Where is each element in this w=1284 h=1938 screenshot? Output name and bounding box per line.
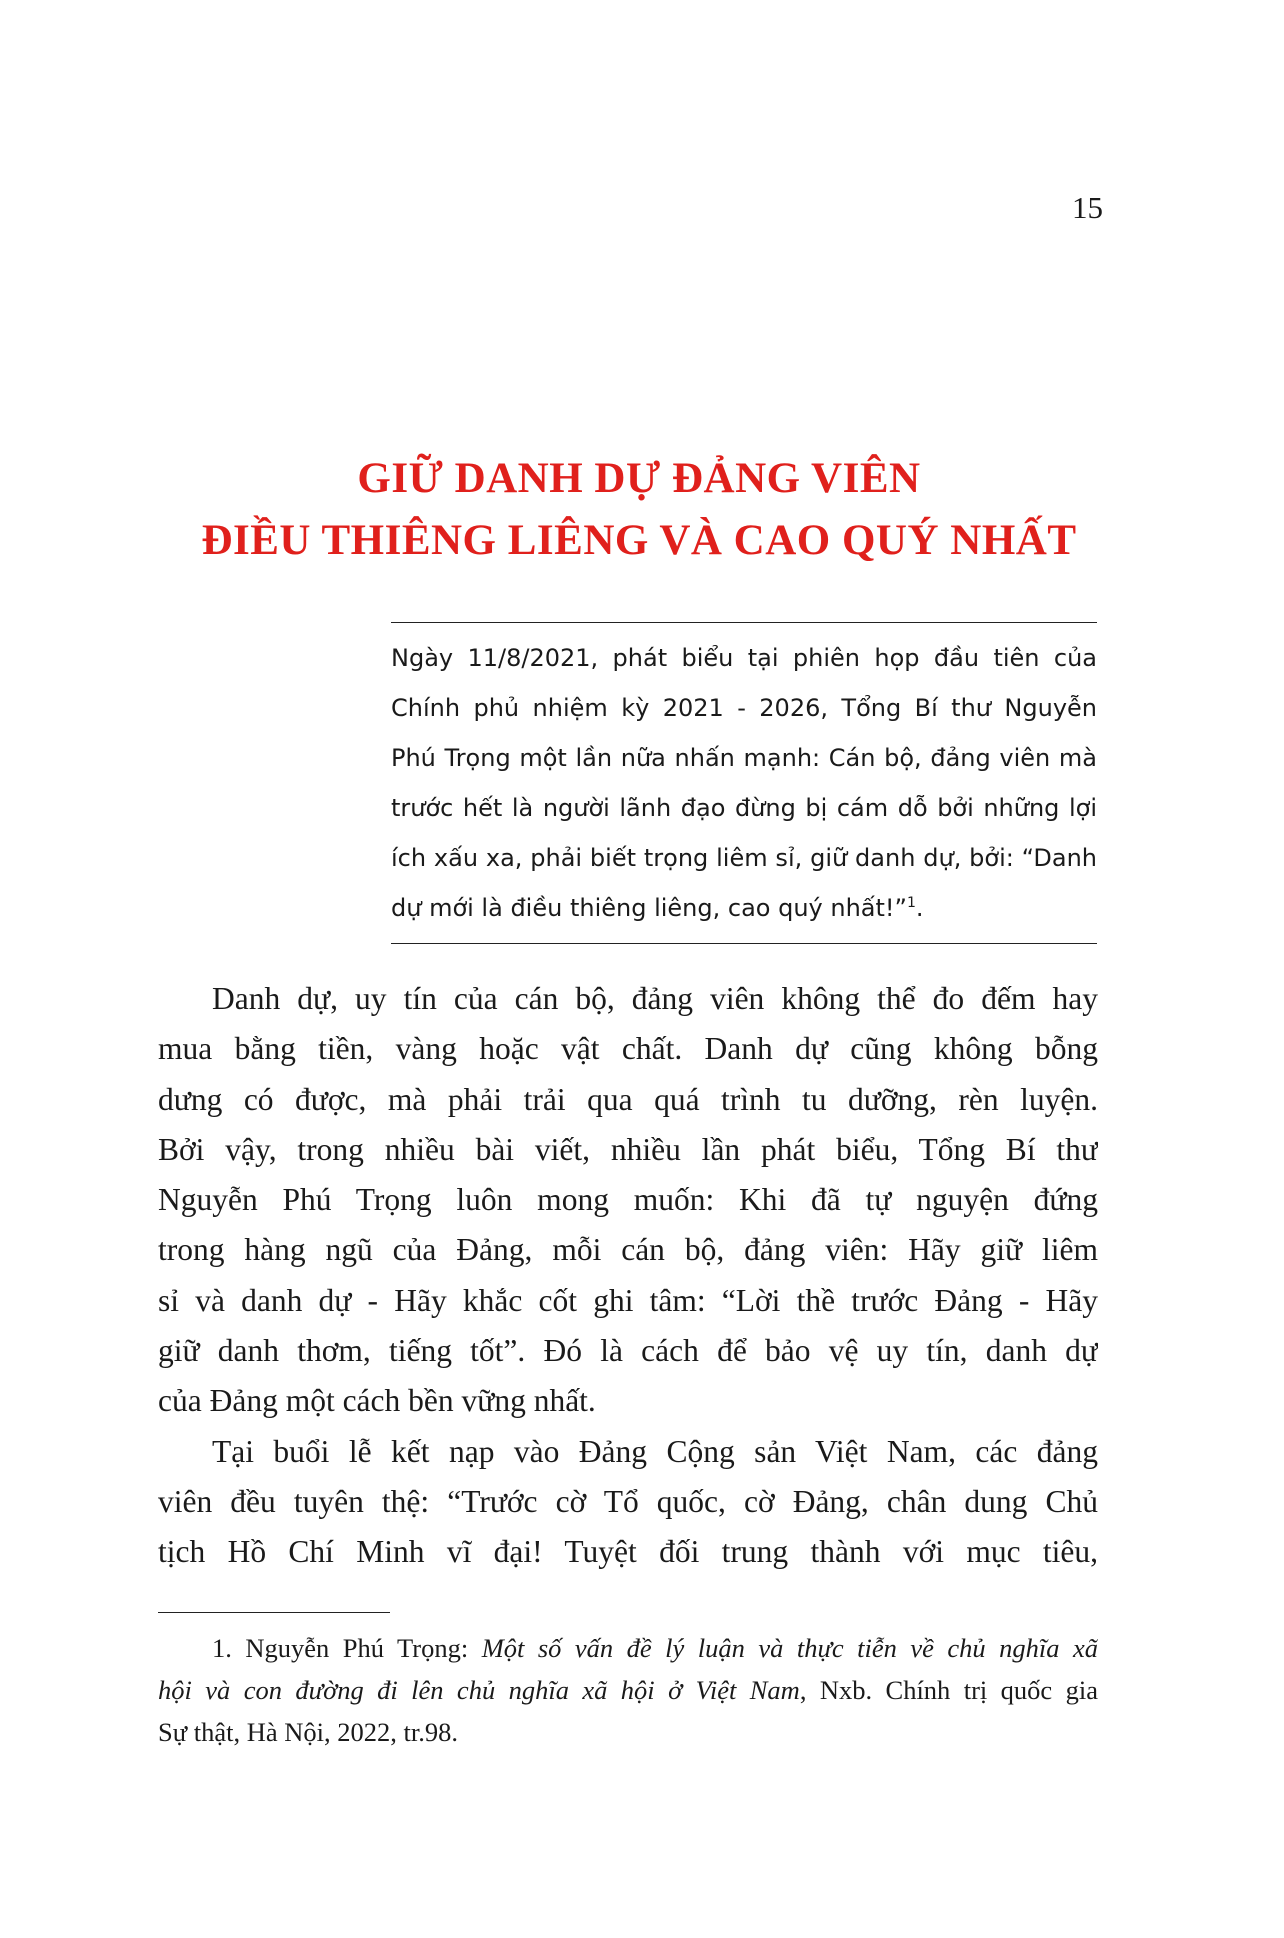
epigraph-line: Phú Trọng một lần nữa nhấn mạnh: Cán bộ, đảng viên mà [391, 744, 1097, 772]
paragraph-line: mua bằng tiền, vàng hoặc vật chất. Danh dự cũng không bỗng [158, 1031, 1098, 1067]
paragraph-line: dưng có được, mà phải trải qua quá trình tu dưỡng, rèn luyện. [158, 1081, 1098, 1117]
epigraph-line: Chính phủ nhiệm kỳ 2021 - 2026, Tổng Bí thư Nguyễn [391, 694, 1097, 722]
paragraph-line: sỉ và danh dự - Hãy khắc cốt ghi tâm: “Lời thề trước Đảng - Hãy [158, 1282, 1098, 1318]
footnote-number: 1. [212, 1633, 246, 1663]
paragraph-line: Nguyễn Phú Trọng luôn mong muốn: Khi đã tự nguyện đứng [158, 1182, 1098, 1218]
chapter-title-line-2: ĐIỀU THIÊNG LIÊNG VÀ CAO QUÝ NHẤT [201, 517, 1077, 564]
chapter-title-line-1: GIỮ DANH DỰ ĐẢNG VIÊN [357, 455, 921, 502]
paragraph-line: viên đều tuyên thệ: “Trước cờ Tổ quốc, cờ Đảng, chân dung Chủ [158, 1483, 1098, 1519]
footnote-title: Một số vấn đề lý luận và thực tiễn về chủ nghĩa xã [481, 1633, 1098, 1663]
paragraph-line: Tại buổi lễ kết nạp vào Đảng Cộng sản Việt Nam, các đảng [212, 1433, 1098, 1469]
paragraph-line: Bởi vậy, trong nhiều bài viết, nhiều lần phát biểu, Tổng Bí thư [158, 1131, 1098, 1167]
footnote-author: Nguyễn Phú Trọng: [245, 1633, 482, 1663]
chapter-title [150, 448, 1128, 572]
epigraph-line-text: dự mới là điều thiêng liêng, cao quý nhất!” [391, 894, 907, 922]
epigraph-line: ích xấu xa, phải biết trọng liêm sỉ, giữ danh dự, bởi: “Danh [391, 844, 1097, 872]
paragraph-line: trong hàng ngũ của Đảng, mỗi cán bộ, đảng viên: Hãy giữ liêm [158, 1232, 1098, 1268]
footnote-separator [158, 1612, 390, 1613]
footnote-title: hội và con đường đi lên chủ nghĩa xã hội ở Việt Nam [158, 1675, 800, 1705]
epigraph-line: Ngày 11/8/2021, phát biểu tại phiên họp đầu tiên của [391, 644, 1097, 672]
paragraph-line: tịch Hồ Chí Minh vĩ đại! Tuyệt đối trung thành với mục tiêu, [158, 1534, 1098, 1570]
epigraph-last-line [391, 883, 1097, 933]
footnote [158, 1627, 1098, 1753]
footnote-reference[interactable]: 1 [906, 895, 916, 911]
footnote-publisher: , Nxb. Chính trị quốc gia [799, 1675, 1098, 1705]
epigraph-end-punct: . [915, 894, 924, 922]
epigraph-line: trước hết là người lãnh đạo đừng bị cám dỗ bởi những lợi [391, 794, 1097, 822]
paragraph-line: Danh dự, uy tín của cán bộ, đảng viên không thể đo đếm hay [212, 981, 1098, 1016]
footnote-line [158, 1669, 1098, 1711]
page-number: 15 [1072, 190, 1103, 225]
paragraph-line: của Đảng một cách bền vững nhất. [158, 1383, 596, 1419]
epigraph-box [391, 622, 1097, 944]
paragraph-line: giữ danh thơm, tiếng tốt”. Đó là cách để bảo vệ uy tín, danh dự [158, 1333, 1098, 1369]
body-text [158, 974, 1098, 1578]
footnote-line: Sự thật, Hà Nội, 2022, tr.98. [158, 1717, 458, 1747]
footnote-line [158, 1627, 1098, 1669]
